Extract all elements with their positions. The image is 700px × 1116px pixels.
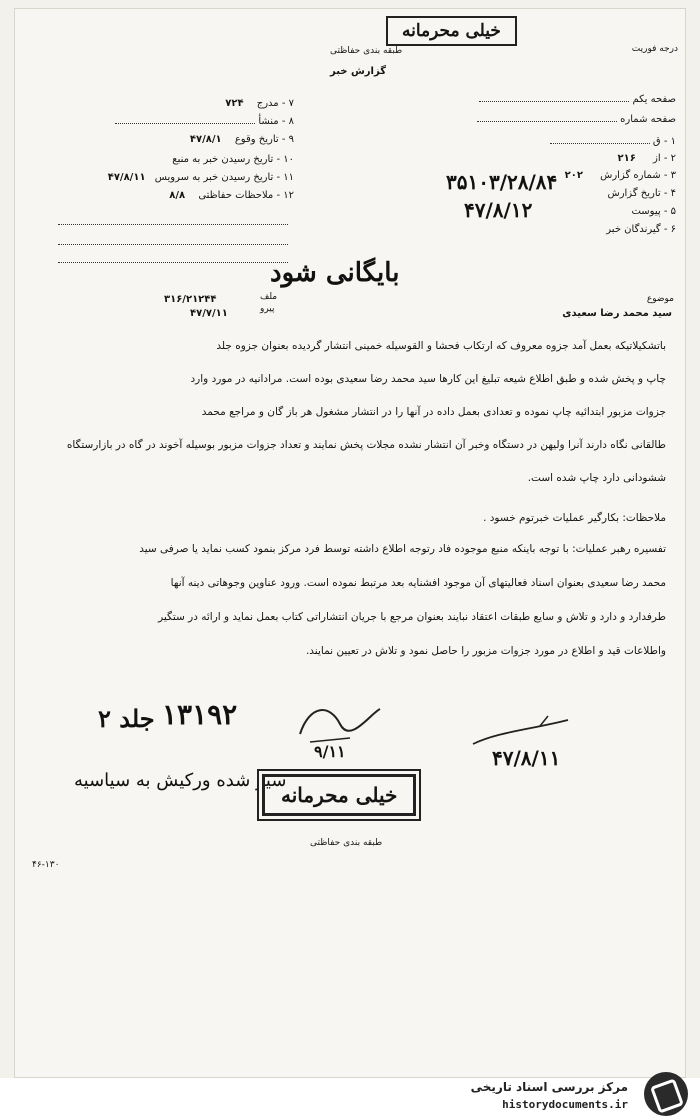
handwritten-report-number: ۳۵۱۰۳/۲۸/۸۴ (446, 170, 558, 194)
watermark-org-name: مرکز بررسی اسناد تاریخی (470, 1080, 628, 1094)
report-title: گزارش خبر (330, 66, 387, 77)
right-field-row: صفحه یکم (479, 94, 676, 105)
body-line: طالقانی نگاه دارند آنرا ولیهن در دستگاه وخبر آن انتشار نشده مجلات پخش نمایند و تعداد جزوات مزبور بوسیله آخوند در گاه در بازارستگاه (66, 439, 666, 451)
subject-label: موضوع (646, 294, 674, 304)
office-line-top: طبقه بندی حفاظتی (330, 46, 403, 56)
classification-stamp-top: خیلی محرمانه (386, 16, 517, 46)
right-field-row: ۴ - تاریخ گزارش (607, 188, 676, 199)
office-line-bottom: طبقه بندی حفاظتی (310, 838, 383, 848)
body-line: باتشکیلاتیکه بعمل آمد جزوه معروف که ارتکاب فحشا و القوسیله خمینی انتشار گردیده بعنوان جزوه جلد (216, 340, 666, 352)
commentary (32, 532, 666, 668)
right-field-row: ۲ - از ۲۱۶ (617, 153, 676, 164)
handwritten-date-sig-1: ۹/۱۱ (314, 742, 346, 761)
notes-line: ملاحظات: بکارگیر عملیات خبرتوم خسود . (483, 512, 666, 524)
watermark-url: historydocuments.ir (502, 1098, 628, 1111)
handwritten-bottom-note: سیر شده ورکیش به سیاسیه (74, 770, 287, 791)
handwritten-report-date: ۴۷/۸/۱۲ (464, 198, 533, 222)
archive-logo-icon (644, 1072, 688, 1116)
left-field-row: ۱۱ - تاریخ رسیدن خبر به سرویس ۴۷/۸/۱۱ (107, 172, 294, 183)
report-body (32, 330, 666, 495)
document-page (14, 8, 686, 1078)
left-field-row: ۷ - مدرج ۷۲۴ (225, 98, 294, 109)
handwritten-date-sig-2: ۴۷/۸/۱۱ (492, 746, 561, 770)
commentary-line: محمد رضا سعیدی بعنوان اسناد فعالیتهای آن موجود افشنایه بعد مرتبط نموده است. ورود عناوین وجوهاتی دینه آنها (170, 577, 666, 589)
subject-value: سید محمد رضا سعیدی (562, 308, 672, 319)
body-line: چاپ و پخش شده و طبق اطلاع شیعه تبلیغ این کارها سید محمد رضا سعیدی بوده است. مرادانیه در مورد وارد (190, 373, 666, 385)
right-field-row: ۵ - پیوست (631, 206, 676, 217)
left-field-row: ۹ - تاریخ وقوع ۴۷/۸/۱ (189, 134, 294, 145)
handwritten-volume-number: ۱۳۱۹۲ (162, 698, 238, 731)
right-field-row: ۱ - ق (550, 136, 676, 147)
body-line: ششودانی دارد چاپ شده است. (527, 472, 666, 484)
form-code: ۴۶-۱۳۰ (32, 860, 60, 870)
left-field-row: ۱۰ - تاریخ رسیدن خبر به منبع (172, 154, 294, 165)
commentary-line: طرفدارد و دارد و تلاش و سایع طبقات اعتقاد نبایند بعنوان مرجع با جریان انتشاراتی کتاب بعمل نماید و ارائه در ستگیر (158, 611, 666, 623)
commentary-line: واطلاعات قید و اطلاع در مورد جزوات مزبور را حاصل نمود و تلاش در تعیین نمایند. (305, 645, 666, 657)
handwritten-volume-label: جلد ۲ (98, 704, 155, 733)
classification-stamp-bottom: خیلی محرمانه (262, 774, 416, 816)
file-ref-value-bottom: ۴۷/۷/۱۱ (190, 308, 228, 319)
left-field-row: ۸ - منشأ (54, 116, 294, 127)
handwritten-archive-note: بایگانی شود (270, 258, 400, 288)
commentary-line: تفسیره رهبر عملیات: با توجه باینکه منبع موجوده فاد رتوجه اطلاع داشته توسط فرد مرکز بنمود کسب نماید یا صرفی سید (139, 543, 666, 555)
file-ref-label-bottom: پیرو (260, 304, 275, 314)
degree-label: درجه فوریت (631, 44, 678, 54)
watermark-bar (0, 1078, 700, 1116)
right-field-row: صفحه شماره (477, 114, 676, 125)
right-field-row: ۶ - گیرندگان خبر (606, 224, 676, 235)
left-field-row: ۱۲ - ملاحظات حفاظتی ۸/۸ (169, 190, 294, 201)
right-field-row: ۳ - شماره گزارش ۲۰۲ (564, 170, 676, 181)
file-ref-label-top: ملف (260, 292, 278, 302)
body-line: جزوات مزبور ابتدائیه چاپ نموده و تعدادی بعمل داده در آنها را در انتشار مشغول هر باز گان و مراجع محمد (201, 406, 666, 418)
file-ref-value-top: ۳۱۶/۲۱۲۴۴ (164, 294, 217, 305)
